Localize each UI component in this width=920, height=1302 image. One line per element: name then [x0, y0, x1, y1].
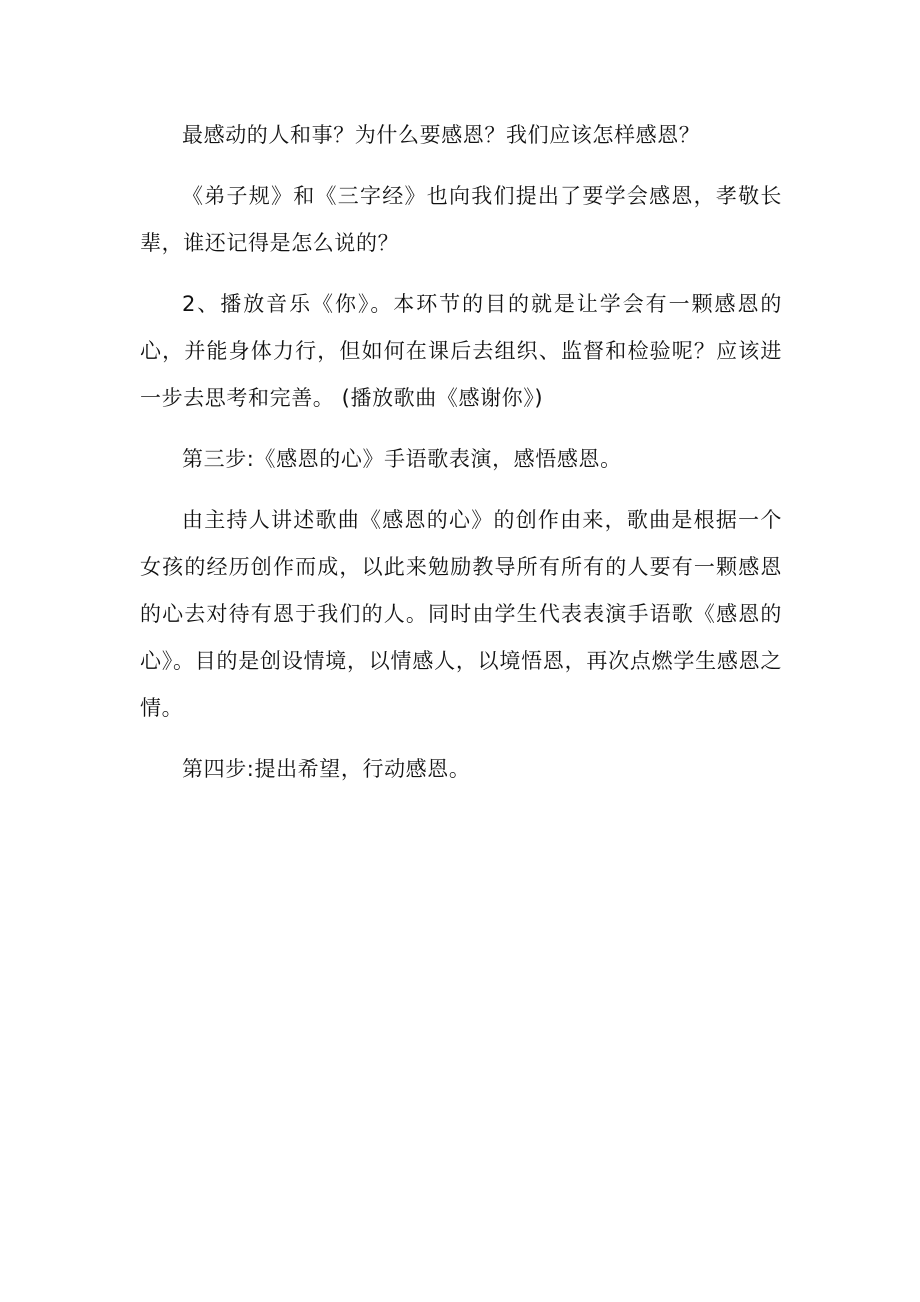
paragraph-questions: 最感动的人和事？为什么要感恩？我们应该怎样感恩？ [182, 123, 701, 147]
paragraph-step-three: 第三步:《感恩的心》手语歌表演，感悟感恩。 [182, 447, 622, 471]
document-body [140, 112, 782, 807]
paragraph-classics: 《弟子规》和《三字经》也向我们提出了要学会感恩，孝敬长辈，谁还记得是怎么说的？ [140, 184, 782, 255]
paragraph-music: 2、播放音乐《你》。本环节的目的就是让学会有一颗感恩的心，并能身体力行，但如何在课后去组织、监督和检验呢？应该进一步去思考和完善。 (播放歌曲《感谢你》) [140, 292, 782, 410]
paragraph-step-four: 第四步:提出希望，行动感恩。 [182, 757, 471, 781]
paragraph-song-origin: 由主持人讲述歌曲《感恩的心》的创作由来，歌曲是根据一个女孩的经历创作而成，以此来勉励教导所有所有的人要有一颗感恩的心去对待有恩于我们的人。同时由学生代表表演手语歌《感恩的心》。目的是创设情境，以情感人，以境悟恩，再次点燃学生感恩之情。 [140, 508, 782, 720]
